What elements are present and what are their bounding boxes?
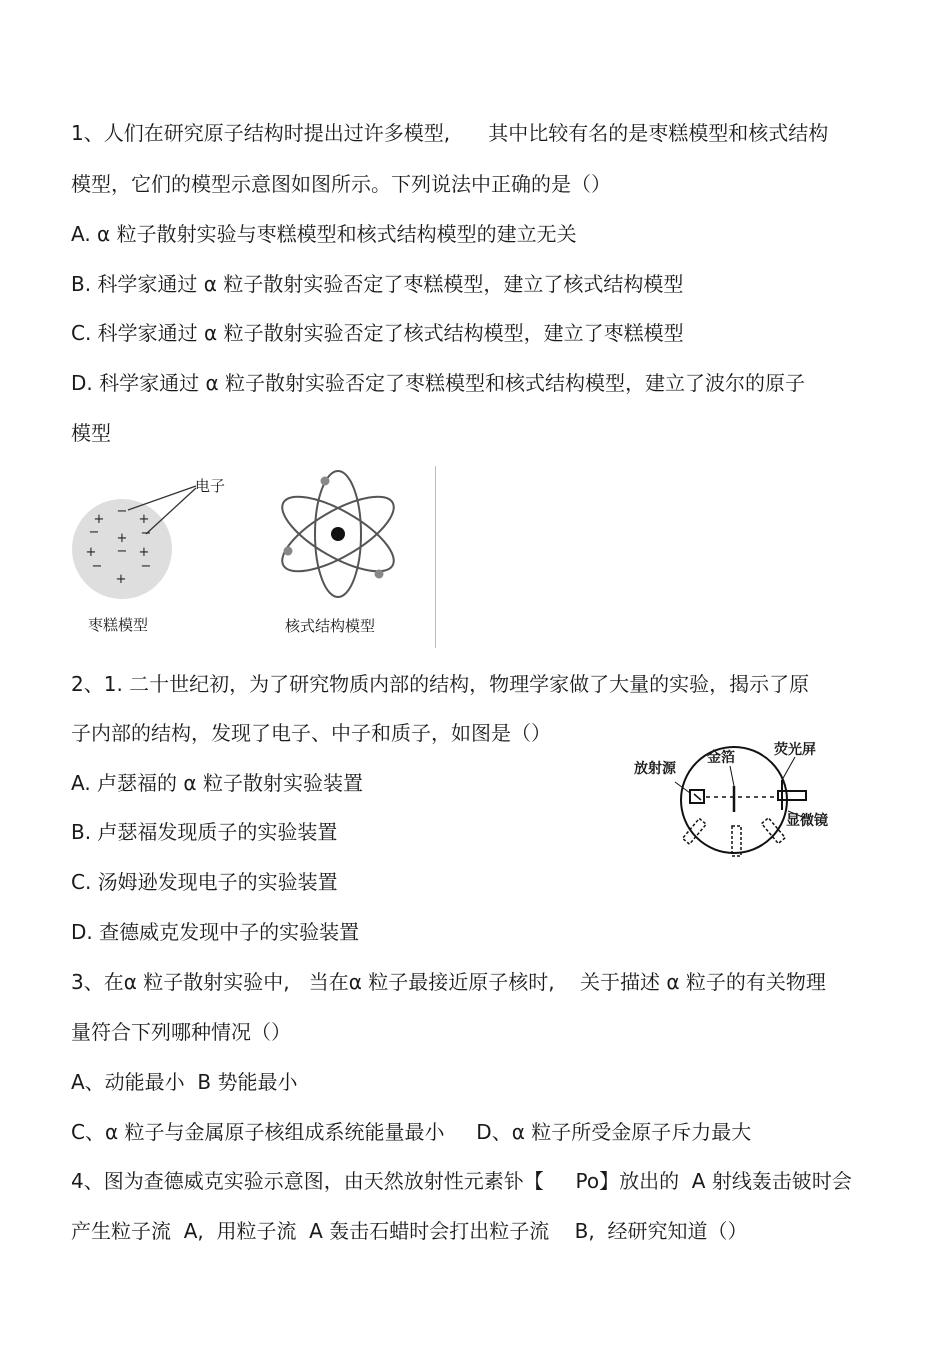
q1-option-d-line-1: D. 科学家通过 α 粒子散射实验否定了枣糕模型和核式结构模型，建立了波尔的原子 (71, 371, 806, 395)
q2-stem-line-1: 2、1. 二十世纪初，为了研究物质内部的结构，物理学家做了大量的实验，揭示了原 (71, 672, 810, 696)
plum-pudding-model-figure (64, 472, 244, 642)
svg-text:−: − (140, 526, 152, 541)
figure-divider (435, 466, 436, 648)
q2-option-b: B. 卢瑟福发现质子的实验装置 (71, 820, 338, 844)
svg-text:+: + (138, 545, 150, 560)
q1-stem-line-2: 模型，它们的模型示意图如图所示。下列说法中正确的是（） (71, 172, 611, 196)
q2-option-d: D. 查德威克发现中子的实验装置 (71, 920, 360, 944)
q2-stem-line-2: 子内部的结构，发现了电子、中子和质子，如图是（） (71, 721, 551, 745)
svg-text:−: − (88, 525, 100, 540)
svg-text:+: + (116, 531, 128, 546)
nuclear-model-diagram (268, 462, 418, 642)
q2-option-a: A. 卢瑟福的 α 粒子散射实验装置 (71, 771, 363, 795)
q1-stem-line-1: 1、人们在研究原子结构时提出过许多模型, 其中比较有名的是枣糕模型和核式结构 (71, 121, 829, 145)
svg-text:+: + (115, 572, 127, 587)
svg-text:−: − (116, 544, 128, 559)
q3-stem-line-2: 量符合下列哪种情况（） (71, 1020, 291, 1044)
scattering-apparatus-diagram (630, 738, 860, 868)
nuclear-model-caption: 核式结构模型 (285, 617, 376, 635)
gold-foil-label: 金箔 (707, 750, 735, 766)
source-label: 放射源 (634, 761, 676, 777)
q3-options-cd: C、α 粒子与金属原子核组成系统能量最小 D、α 粒子所受金原子斥力最大 (71, 1120, 752, 1144)
nuclear-model-figure (268, 462, 418, 642)
svg-text:+: + (85, 545, 97, 560)
q3-stem-line-1: 3、在α 粒子散射实验中, 当在α 粒子最接近原子核时, 关于描述 α 粒子的有关物理 (71, 970, 826, 994)
q1-option-a: A. α 粒子散射实验与枣糕模型和核式结构模型的建立无关 (71, 222, 577, 246)
svg-text:+: + (93, 512, 105, 527)
q1-option-c: C. 科学家通过 α 粒子散射实验否定了核式结构模型，建立了枣糕模型 (71, 321, 684, 345)
svg-text:+: + (138, 512, 150, 527)
electron-label: 电子 (195, 477, 226, 495)
q1-option-b: B. 科学家通过 α 粒子散射实验否定了枣糕模型，建立了核式结构模型 (71, 272, 684, 296)
svg-text:−: − (91, 559, 103, 574)
screen-label: 荧光屏 (774, 742, 816, 758)
plum-pudding-caption: 枣糕模型 (88, 616, 149, 634)
svg-text:−: − (116, 504, 128, 519)
q2-option-c: C. 汤姆逊发现电子的实验装置 (71, 870, 338, 894)
microscope-label: 显微镜 (786, 813, 828, 829)
q4-stem-line-1: 4、图为查德威克实验示意图，由天然放射性元素钋【 Po】放出的 A 射线轰击铍时会 (71, 1169, 852, 1193)
scattering-apparatus-figure (630, 738, 860, 868)
q4-stem-line-2: 产生粒子流 A, 用粒子流 A 轰击石蜡时会打出粒子流 B, 经研究知道（） (71, 1219, 748, 1243)
q3-options-ab: A、动能最小 B 势能最小 (71, 1070, 298, 1094)
svg-text:−: − (140, 559, 152, 574)
q1-option-d-line-2: 模型 (71, 421, 111, 445)
